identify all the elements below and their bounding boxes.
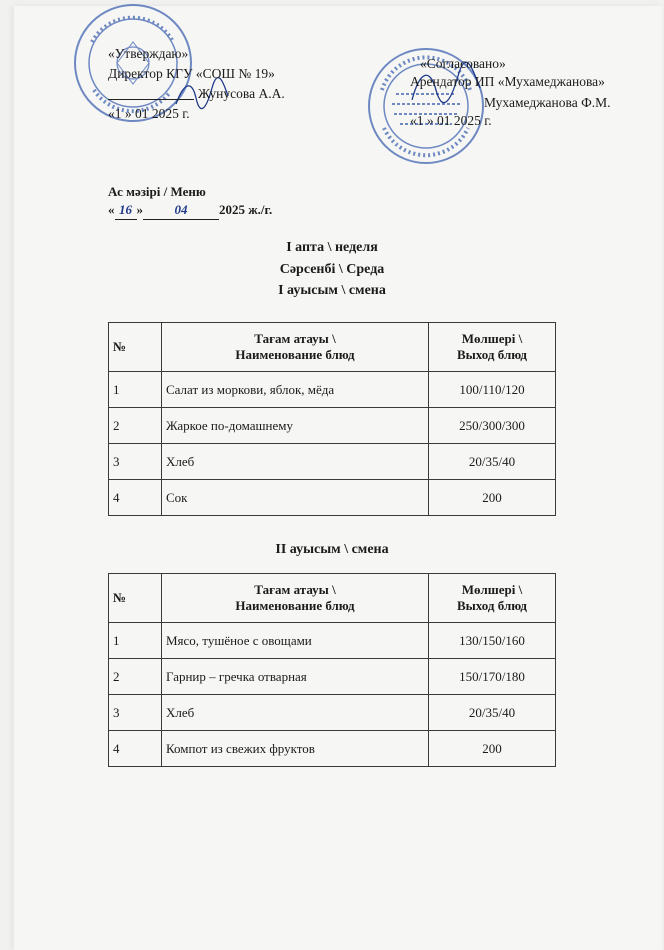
row-dish: Хлеб [162,444,429,480]
row-dish: Сок [162,480,429,516]
shift2-heading: II ауысым \ смена [275,542,389,557]
row-output: 200 [429,731,556,767]
approve-date: «1 » 01 2025 г. [108,106,190,121]
row-output: 150/170/180 [429,659,556,695]
row-dish: Хлеб [162,695,429,731]
row-output: 100/110/120 [429,372,556,408]
row-output: 250/300/300 [429,408,556,444]
menu-date [108,201,272,220]
table-row [109,731,556,767]
row-output: 20/35/40 [429,695,556,731]
row-num: 1 [109,372,162,408]
table-row [109,480,556,516]
row-dish: Мясо, тушёное с овощами [162,623,429,659]
header-output-ru: Выход блюд [456,347,527,362]
header-num: № [109,323,162,372]
shift1-table [108,322,556,516]
header-name-ru: Наименование блюд [235,598,355,613]
row-output: 20/35/40 [429,444,556,480]
table-header-row [109,574,556,623]
header-name [162,574,429,623]
menu-date-month: 04 [143,201,219,220]
header-name-kz: Тағам атауы \ [254,331,336,346]
table-row [109,623,556,659]
row-dish: Жаркое по-домашнему [162,408,429,444]
menu-date-mid: » [136,202,143,217]
header-name-ru: Наименование блюд [235,347,355,362]
row-num: 1 [109,623,162,659]
row-dish: Салат из моркови, яблок, мёда [162,372,429,408]
table-row [109,444,556,480]
menu-date-suffix: 2025 ж./г. [219,202,273,217]
menu-date-open: « [108,202,115,217]
agree-date: «1 » 01 2025 г. [410,113,492,128]
header-num: № [109,574,162,623]
shift2-table [108,573,556,767]
shift1-heading: I ауысым \ смена [278,283,386,298]
table-row [109,372,556,408]
approve-label: «Утверждаю» [108,46,189,61]
table-row [109,659,556,695]
header-name [162,323,429,372]
row-output: 200 [429,480,556,516]
row-dish: Компот из свежих фруктов [162,731,429,767]
header-name-kz: Тағам атауы \ [254,582,336,597]
row-num: 3 [109,444,162,480]
row-num: 2 [109,408,162,444]
row-num: 3 [109,695,162,731]
table-row [109,695,556,731]
header-output [429,323,556,372]
row-output: 130/150/160 [429,623,556,659]
agree-label: «Согласовано» [420,56,506,71]
row-num: 2 [109,659,162,695]
agree-position: Арендатор ИП «Мухамеджанова» [410,74,605,89]
row-num: 4 [109,731,162,767]
approve-signature-line [108,99,194,100]
menu-date-day: 16 [115,201,137,220]
week-heading: I апта \ неделя [286,240,378,255]
agree-signer: Мухамеджанова Ф.М. [484,95,611,110]
approve-signer: Жунусова А.А. [198,86,285,101]
table-row [109,408,556,444]
header-output-ru: Выход блюд [456,598,527,613]
day-heading: Сәрсенбі \ Среда [279,262,385,277]
row-num: 4 [109,480,162,516]
menu-title: Ас мәзірі / Меню [108,184,206,199]
header-output-kz: Мөлшері \ [461,582,523,597]
table-header-row [109,323,556,372]
approve-position: Директор КГУ «СОШ № 19» [108,66,275,81]
row-dish: Гарнир – гречка отварная [162,659,429,695]
header-output [429,574,556,623]
header-output-kz: Мөлшері \ [461,331,523,346]
